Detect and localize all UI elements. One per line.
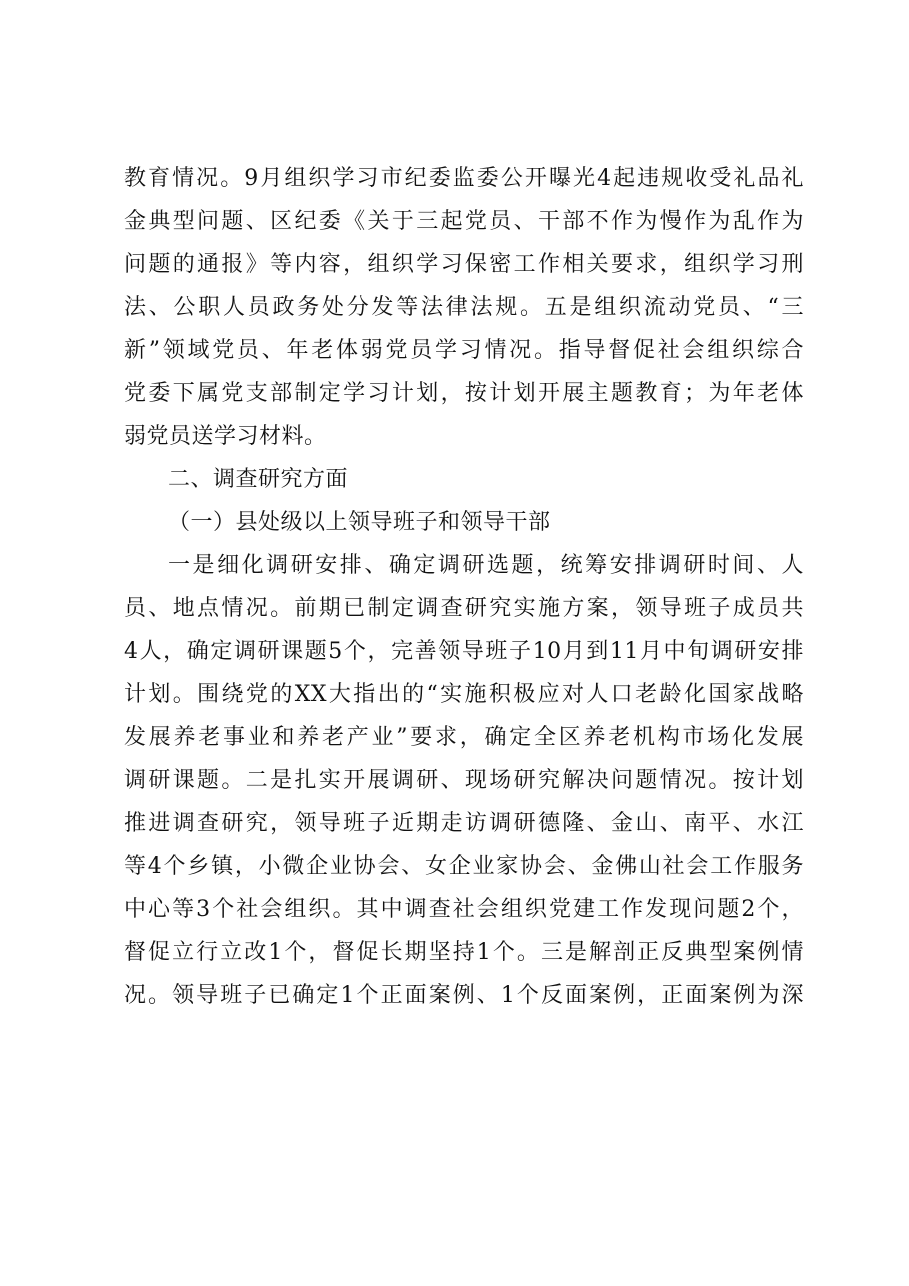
- paragraph-line: 督促立行立改1个，督促长期坚持1个。三是解剖正反典型案例情: [124, 940, 804, 965]
- paragraph-line: 调研课题。二是扎实开展调研、现场研究解决问题情况。按计划: [124, 768, 804, 793]
- paragraph-line: 问题的通报》等内容，组织学习保密工作相关要求，组织学习刑: [124, 252, 804, 277]
- paragraph-line: 中心等3个社会组织。其中调查社会组织党建工作发现问题2个，: [124, 897, 804, 922]
- document-body: [124, 157, 804, 1017]
- paragraph-line: 一是细化调研安排、确定调研选题，统筹安排调研时间、人: [168, 553, 804, 578]
- paragraph-line: 4人，确定调研课题5个，完善领导班子10月到11月中旬调研安排: [124, 639, 804, 664]
- paragraph-line: 况。领导班子已确定1个正面案例、1个反面案例，正面案例为深: [124, 983, 804, 1008]
- paragraph-line: 发展养老事业和养老产业”要求，确定全区养老机构市场化发展: [124, 725, 804, 750]
- paragraph-line: 推进调查研究，领导班子近期走访调研德隆、金山、南平、水江: [124, 811, 804, 836]
- paragraph-line: 计划。围绕党的XX大指出的“实施积极应对人口老龄化国家战略: [124, 682, 804, 707]
- paragraph-line: 员、地点情况。前期已制定调查研究实施方案，领导班子成员共: [124, 596, 804, 621]
- subsection-heading: （一）县处级以上领导班子和领导干部: [168, 510, 551, 535]
- section-heading: 二、调查研究方面: [168, 467, 349, 492]
- paragraph-line: 教育情况。9月组织学习市纪委监委公开曝光4起违规收受礼品礼: [124, 166, 804, 191]
- paragraph-line: 法、公职人员政务处分发等法律法规。五是组织流动党员、“三: [124, 295, 804, 320]
- paragraph-line: 金典型问题、区纪委《关于三起党员、干部不作为慢作为乱作为: [124, 209, 804, 234]
- paragraph-line: 等4个乡镇，小微企业协会、女企业家协会、金佛山社会工作服务: [124, 854, 804, 879]
- paragraph-line: 新”领域党员、年老体弱党员学习情况。指导督促社会组织综合: [124, 338, 804, 363]
- paragraph-line: 弱党员送学习材料。: [124, 424, 327, 449]
- paragraph-line: 党委下属党支部制定学习计划，按计划开展主题教育；为年老体: [124, 381, 804, 406]
